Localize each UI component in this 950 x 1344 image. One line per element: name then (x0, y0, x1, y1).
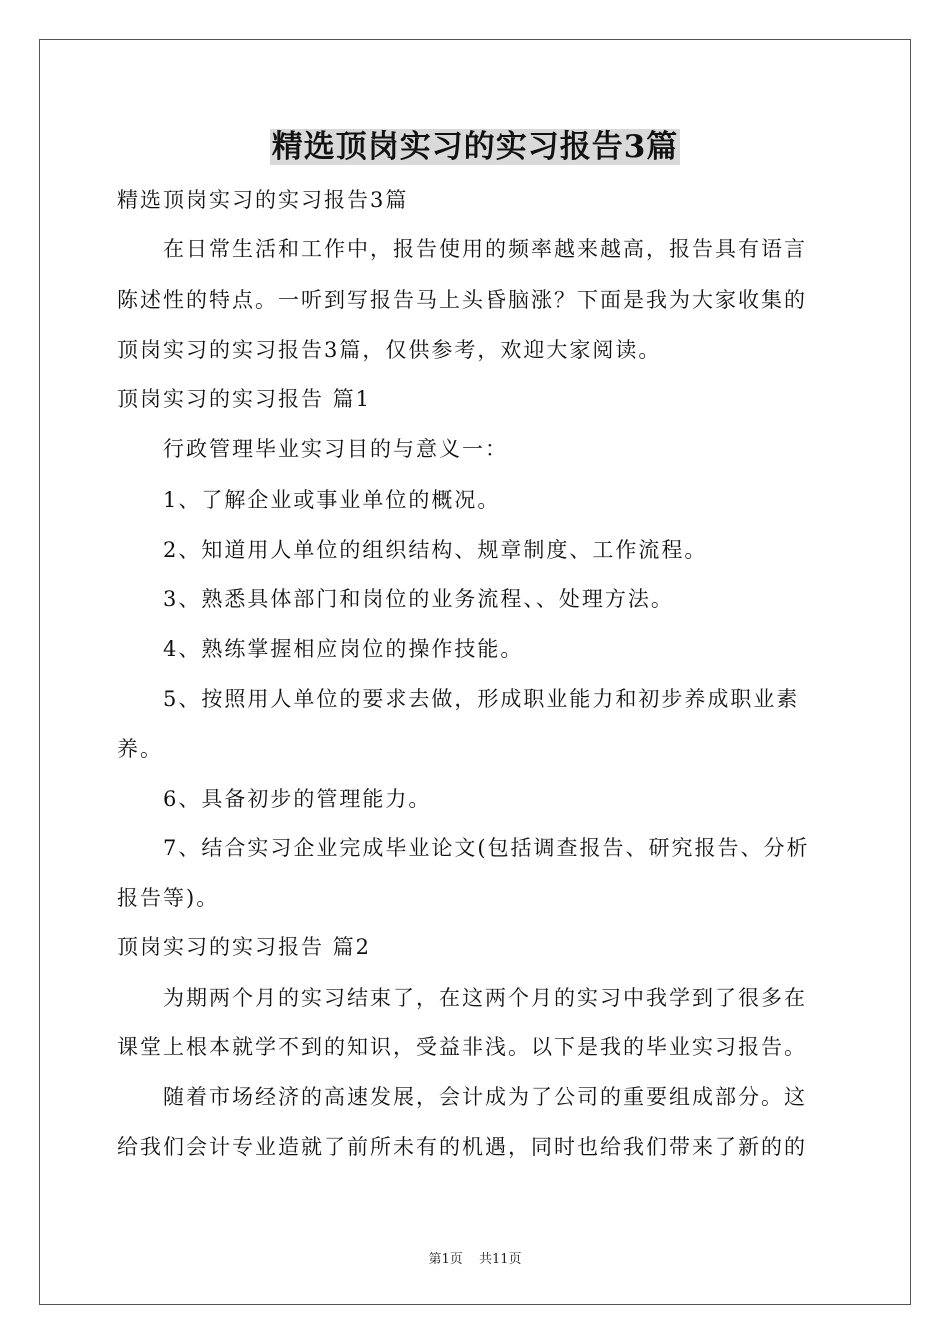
paragraph-line: 课堂上根本就学不到的知识，受益非浅。以下是我的毕业实习报告。 (117, 1035, 807, 1059)
page-total: 共11页 (478, 1252, 522, 1267)
paragraph-line: 行政管理毕业实习目的与意义一： (163, 437, 508, 461)
page-border (39, 39, 911, 1305)
document-title (0, 126, 950, 168)
list-item: 6、具备初步的管理能力。 (163, 787, 432, 811)
subtitle-line: 精选顶岗实习的实习报告3篇 (117, 188, 409, 212)
list-item: 5、按照用人单位的要求去做，形成职业能力和初步养成职业素 (163, 687, 800, 711)
paragraph-line: 顶岗实习的实习报告3篇，仅供参考，欢迎大家阅读。 (117, 338, 662, 362)
section-heading: 顶岗实习的实习报告 篇1 (117, 387, 372, 411)
list-item: 4、熟练掌握相应岗位的操作技能。 (163, 637, 524, 661)
paragraph-line: 在日常生活和工作中，报告使用的频率越来越高，报告具有语言 (163, 237, 807, 261)
paragraph-line: 给我们会计专业造就了前所未有的机遇，同时也给我们带来了新的的 (117, 1135, 807, 1159)
section-heading: 顶岗实习的实习报告 篇2 (117, 935, 372, 959)
list-item: 2、知道用人单位的组织结构、规章制度、工作流程。 (163, 538, 708, 562)
paragraph-line: 陈述性的特点。一听到写报告马上头昏脑涨？下面是我为大家收集的 (117, 288, 807, 312)
paragraph-line: 随着市场经济的高速发展，会计成为了公司的重要组成部分。这 (163, 1085, 807, 1109)
page-number: 第1页 (428, 1252, 463, 1267)
title-text: 精选顶岗实习的实习报告3篇 (271, 129, 679, 165)
page-footer (0, 1248, 950, 1267)
list-item: 1、了解企业或事业单位的概况。 (163, 488, 501, 512)
list-item-continued: 报告等)。 (117, 886, 220, 910)
list-item: 7、结合实习企业完成毕业论文(包括调查报告、研究报告、分析 (163, 836, 810, 860)
paragraph-line: 为期两个月的实习结束了，在这两个月的实习中我学到了很多在 (163, 986, 807, 1010)
list-item: 3、熟悉具体部门和岗位的业务流程、、处理方法。 (163, 587, 674, 611)
list-item-continued: 养。 (117, 737, 163, 761)
